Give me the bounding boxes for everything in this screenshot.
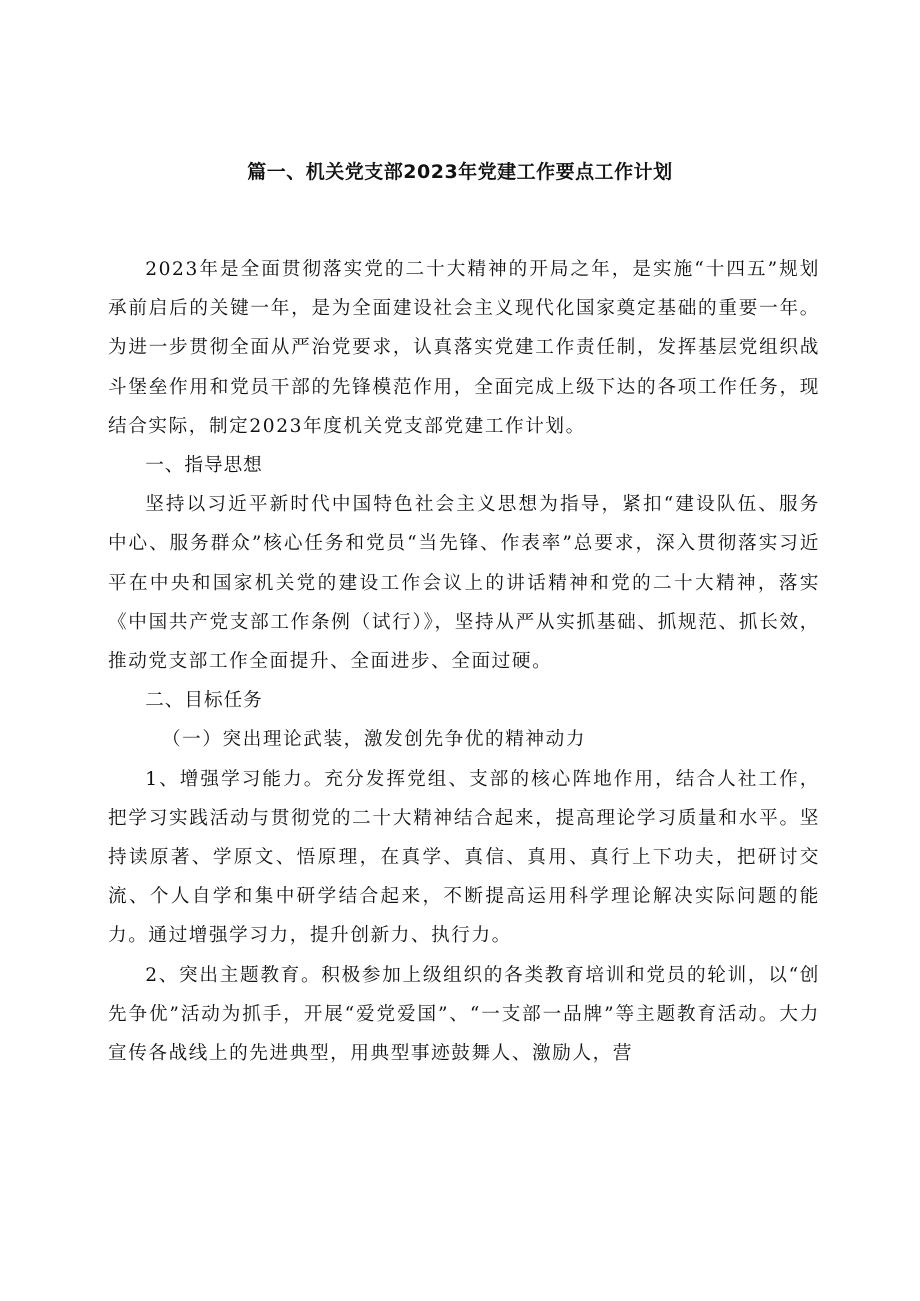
subsection-heading-theory: （一）突出理论武装，激发创先争优的精神动力 [161, 729, 587, 751]
item-paragraph-theme-education: 2、突出主题教育。积极参加上级组织的各类教育培训和党员的轮训，以“创先争优”活动为抓手，开展“爱党爱国”、“一支部一品牌”等主题教育活动。大力宣传各战线上的先进典型，用典型事迹鼓舞人、激励人，营 [108, 964, 820, 1065]
section-heading-goals-tasks: 二、目标任务 [145, 690, 263, 712]
document-title: 篇一、机关党支部2023年党建工作要点工作计划 [247, 161, 673, 183]
item-paragraph-learning: 1、增强学习能力。充分发挥党组、支部的核心阵地作用，结合人社工作，把学习实践活动与贯彻党的二十大精神结合起来，提高理论学习质量和水平。坚持读原著、学原文、悟原理，在真学、真信、真用、真行上下功夫，把研讨交流、个人自学和集中研学结合起来，不断提高运用科学理论解决实际问题的能力。通过增强学习力，提升创新力、执行力。 [108, 768, 820, 947]
guiding-ideology-paragraph: 坚持以习近平新时代中国特色社会主义思想为指导，紧扣“建设队伍、服务中心、服务群众”核心任务和党员“当先锋、作表率”总要求，深入贯彻落实习近平在中央和国家机关党的建设工作会议上的讲话精神和党的二十大精神，落实《中国共产党支部工作条例（试行）》，坚持从严从实抓基础、抓规范、抓长效，推动党支部工作全面提升、全面进步、全面过硬。 [108, 494, 820, 673]
document-body [108, 250, 820, 1073]
section-heading-guiding-ideology: 一、指导思想 [145, 455, 263, 477]
intro-paragraph: 2023年是全面贯彻落实党的二十大精神的开局之年，是实施“十四五”规划承前启后的关键一年，是为全面建设社会主义现代化国家奠定基础的重要一年。为进一步贯彻全面从严治党要求，认真落实党建工作责任制，发挥基层党组织战斗堡垒作用和党员干部的先锋模范作用，全面完成上级下达的各项工作任务，现结合实际，制定2023年度机关党支部党建工作计划。 [108, 259, 820, 437]
